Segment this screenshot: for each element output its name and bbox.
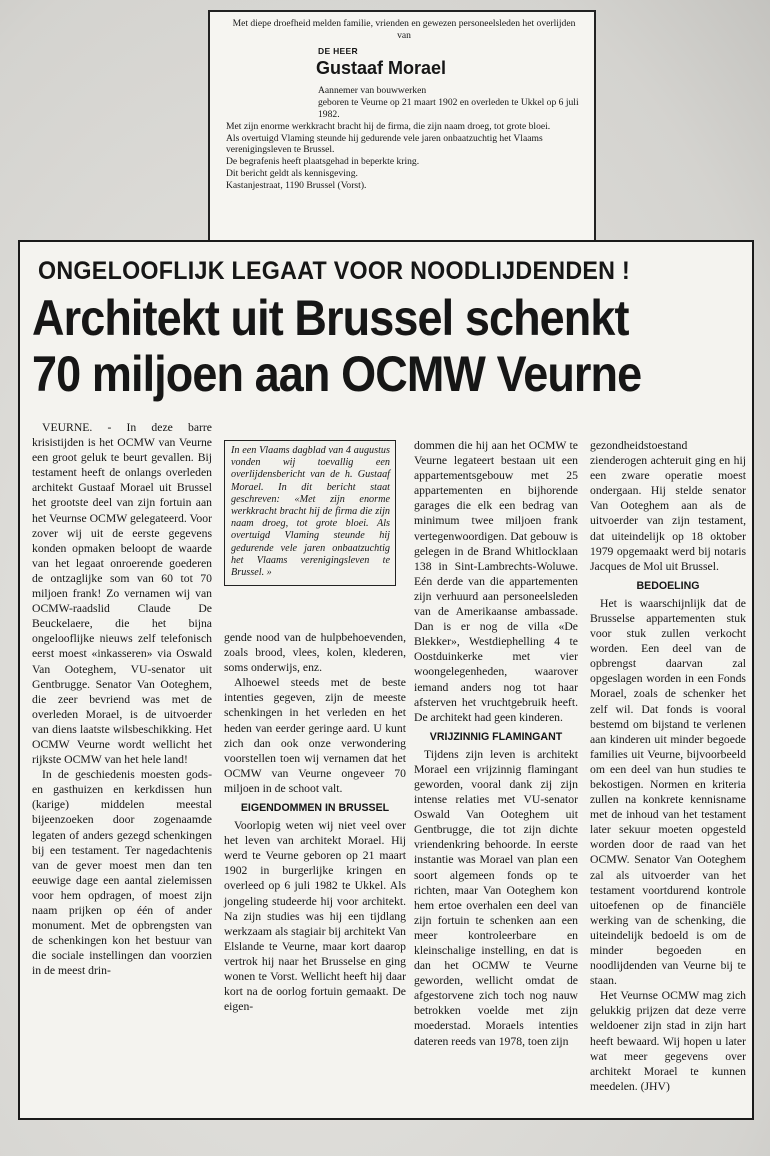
obituary-name: Gustaaf Morael (316, 58, 447, 79)
obituary-birth-death: geboren te Veurne op 21 maart 1902 en overleden te Ukkel op 6 juli 1982. (318, 97, 579, 120)
article-paragraph: In de geschiedenis moesten gods- en gasthuizen en kerkdissen hun (karige) middelen meestal bijeenzoeken door zogenaamde legaten of anders gezegd schenkingen bij een testament. Ter nagedachtenis van de gever moest men dan ten eeuwige dage een aantal zielemissen voor hem opdragen, of moest zijn naam prijken op één of ander monument. Met de opbrengsten van de schenkingen kon het bestuur van die sociale instellingen dan voorzien in de meest drin- (32, 768, 212, 978)
quote-box: In een Vlaams dagblad van 4 augustus vonden wij toevallig een overlijdensbericht van de h. Gustaaf Morael. In dit bericht staat geschreven: «Met zijn enorme werkkracht bracht hij de firma die zijn naam droeg, tot grote bloei. Als overtuigd Vlaming steunde hij gedurende vele jaren onbaatzuchtig het Vlaams verenigingsleven te Brussel. » (224, 440, 396, 586)
article-paragraph: Voorlopig weten wij niet veel over het leven van architekt Morael. Hij werd te Veurne geboren op 21 maart 1902 in burgerlijke kringen en overleed op 6 juli 1982 te Ukkel. Als jongeling studeerde hij voor architekt. Na zijn studies was hij een tijdlang werkzaam als stagiair bij architekt Van Elslande te Veurne, maar kort daarop vertrok hij naar het Brusselse en ging wonen te Vorst. Wellicht heeft hij daar kort na de oorlog fortuin gemaakt. De eigen- (224, 819, 406, 1014)
article-column-3 (414, 438, 578, 1049)
article-paragraph: gende nood van de hulpbehoevenden, zoals brood, vlees, kolen, klederen, soms onderwijs, enz. (224, 631, 406, 675)
obituary-line: Dit bericht geldt als kennisgeving. (226, 167, 358, 179)
article-column-4 (590, 438, 746, 1094)
headline-line: Architekt uit Brussel schenkt (32, 290, 629, 346)
obituary-occupation: Aannemer van bouwwerken (318, 85, 427, 97)
obituary-line: De begrafenis heeft plaatsgehad in beperkte kring. (226, 156, 420, 168)
news-article (18, 240, 754, 1120)
article-kicker: ONGELOOFLIJK LEGAAT VOOR NOODLIJDENDEN ! (38, 257, 631, 285)
obituary-intro: Met diepe droefheid melden familie, vrienden en gewezen personeelsleden het overlijden van (232, 18, 576, 41)
obituary-honorific: DE HEER (318, 45, 358, 56)
article-column-2 (224, 630, 406, 1014)
obituary-body (226, 121, 582, 192)
headline-line: 70 miljoen aan OCMW Veurne (32, 346, 642, 402)
article-headline (32, 290, 680, 402)
article-paragraph: Het is waarschijnlijk dat de Brusselse appartementen stuk voor stuk zullen verkocht worden. Een deel van de opbrengst daarvan zal opgeslagen worden in een Fonds Morael, zoals de schenker het zelf wil. Dat fonds is vooral bestemd om bijstand te verlenen aan kinderen uit minder begoede families uit Veurne, bijvoorbeeld om een deel van hun studies te bekostigen. Normen en kriteria zullen na konkrete kennisname met de inhoud van het testament later sekuur moeten opgesteld worden door de raad van het OCMW. Senator Van Ooteghem zal als uitvoerder van het testament voortdurend kontrole uitoefenen op de financiële werking van de schenking, die uiteindelijk bedoeld is om de minder begoeden en noodlijdenden van Veurne bij te staan. (590, 596, 746, 988)
article-column-1 (32, 420, 212, 978)
article-paragraph: Het Veurnse OCMW mag zich gelukkig prijzen dat deze verre weldoener zijn stad in zijn hart heeft bewaard. Wij hopen u later wat meer gegevens over architekt Morael te kunnen meedelen. (JHV) (590, 989, 746, 1093)
obituary-notice (208, 10, 596, 244)
article-paragraph: gezondheidstoestand zienderogen achteruit ging en hij een zware operatie moest ondergaan. Hij stelde senator Van Ooteghem aan als de uitvoerder van zijn testament, dat uiteindelijk op 18 oktober 1979 opgemaakt werd bij notaris Jacques de Mol uit Brussel. (590, 439, 746, 573)
obituary-line: Als overtuigd Vlaming steunde hij gedurende vele jaren onbaatzuchtig het Vlaams verenigingsleven te Brussel. (226, 132, 543, 156)
subheading-bedoeling: BEDOELING (636, 579, 700, 592)
obituary-line: Met zijn enorme werkkracht bracht hij de firma, die zijn naam droeg, tot grote bloei. (226, 120, 551, 132)
article-paragraph: Alhoewel steeds met de beste intenties gegeven, zijn de meeste schenkingen in het verleden en het heden van eerder geringe aard. U kunt zich dan ook onze verwondering voorstellen toen wij vernamen dat het OCMW van Veurne ongeveer 70 miljoen in de schoot valt. (224, 676, 406, 795)
obituary-details (318, 85, 582, 120)
subheading-eigendommen: EIGENDOMMEN IN BRUSSEL (240, 802, 390, 815)
article-paragraph: dommen die hij aan het OCMW te Veurne legateert bestaan uit een appartementsgebouw met 25 appartementen en bijhorende garages die elk een bedrag van minimum twee miljoen frank vertegenwoordigen. Dat gebouw is gelegen in de Brand Whitlocklaan 138 in Sint-Lambrechts-Woluwe. Eén derde van die appartementen zijn verhuurd aan personeelsleden van de Amerikaanse ambassade. Dan is er nog de villa «De Blekker», Westdiephelling 4 te Oostduinkerke met vier woongelegenheden, waarover iemand anders nog tot haar afsterven het vruchtgebruik heeft. De architekt had geen kinderen. (414, 439, 578, 724)
subheading-vrijzinnig: VRIJZINNIG FLAMINGANT (429, 730, 563, 743)
article-paragraph: VEURNE. - In deze barre krisistijden is het OCMW van Veurne een groot geluk te beurt gevallen. Bij testament heeft de onlangs overleden architekt Gustaaf Morael uit Brussel het grootste deel van zijn fortuin aan het Veurnse OCMW gelegateerd. Voor zover wij uit de eerste gegevens konden opmaken beloopt de waarde van het legaat onroerende goederen de ontzaglijke som van 60 tot 70 miljoen frank! Zo vernamen wij van OCMW-raadslid Claude De Beuckelaere, die het bijna ongelooflijke nieuws zelf telefonisch eerst moest «inkasseren» via Oswald Van Ooteghem, VU-senator uit Gentbrugge. Senator Van Ooteghem, die zeer bevriend was met de overleden Morael, is de uitvoerder van diens laatste wilsbeschikking. Het OCMW Veurne wordt wellicht het rijkste OCMW van het hele land! (32, 421, 212, 767)
article-paragraph: Tijdens zijn leven is architekt Morael een vrijzinnig flamingant geworden, vooral dank zij zijn intense relaties met VU-senator Oswald Van Ooteghem uit Gentbrugge, die tot zijn dichte vriendenkring behoorde. In eerste instantie was Morael van plan een soort algemeen fonds op te richten, maar Van Ooteghem kon hem ertoe overhalen een deel van zijn fortuin te schenken aan een meer kontroleerbare en kleinschalige instelling, en dat is dan het OCMW te Veurne geworden, wellicht omdat de afgestorvene zich toch nog nauw betrokken voelde met zijn moederstad. Moraels intenties dateren reeds van 1978, toen zijn (414, 747, 578, 1048)
obituary-line: Kastanjestraat, 1190 Brussel (Vorst). (226, 179, 367, 191)
